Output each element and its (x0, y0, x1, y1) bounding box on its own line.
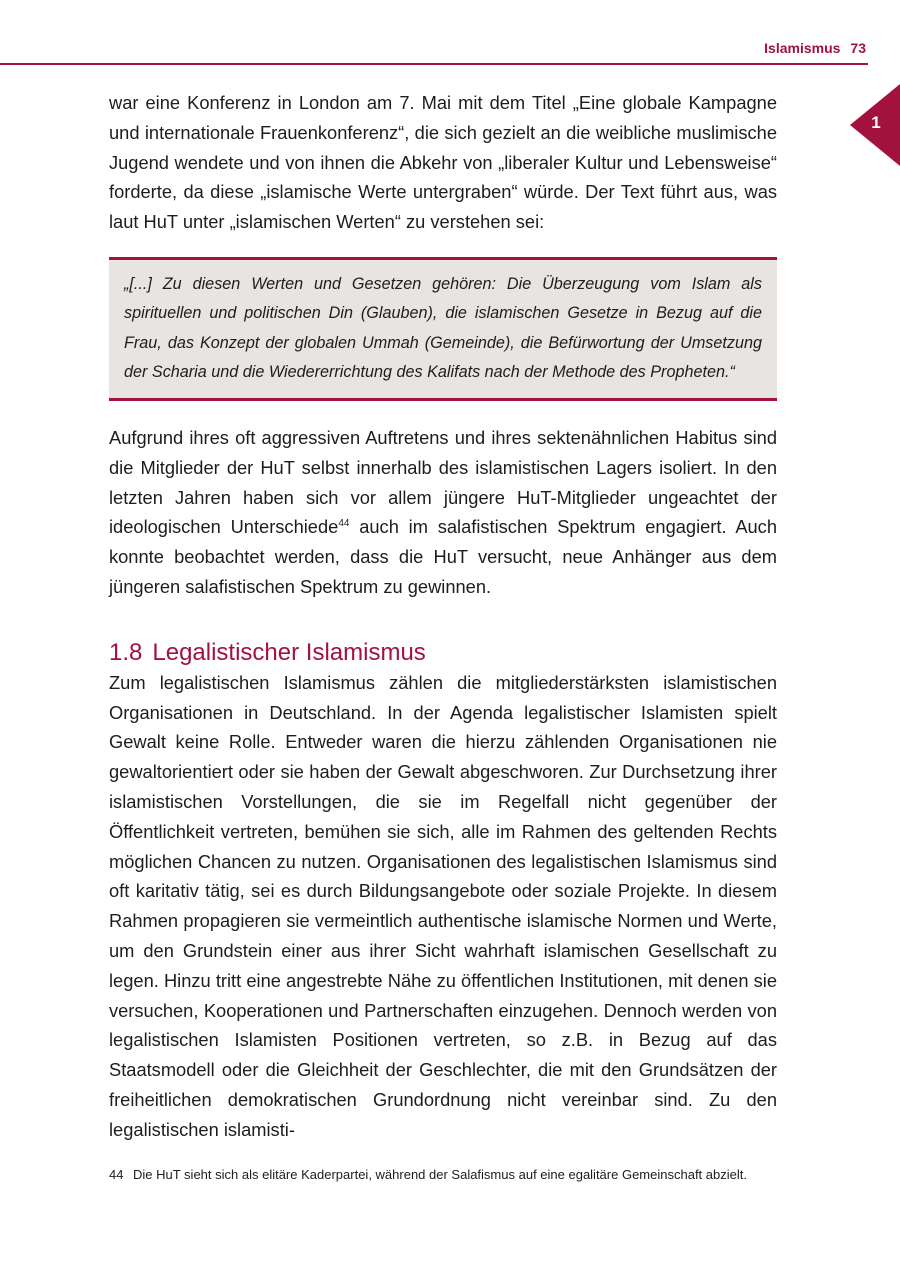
paragraph-2-text-b: auch im salafistischen Spektrum engagiert. Auch konnte beobachtet werden, dass die HuT versucht, neue Anhänger aus dem jüngeren salafistischen Spektrum zu gewinnen. (109, 516, 777, 597)
footnote (109, 1165, 769, 1185)
footnote-reference[interactable]: 44 (338, 518, 350, 530)
header-rule (0, 63, 868, 65)
quote-box (109, 257, 777, 401)
section-number: 1.8 (109, 638, 143, 666)
paragraph-2 (109, 423, 777, 602)
chapter-number: 1 (871, 113, 881, 132)
paragraph-3: Zum legalistischen Islamismus zählen die mitgliederstärksten islamistischen Organisationen in Deutschland. In der Agenda legalistischer Islamisten spielt Gewalt keine Rolle. Entweder waren die hierzu zählenden Organisationen nie gewaltorientiert oder sie haben der Gewalt abgeschworen. Zur Durchsetzung ihrer islamistischen Vorstellungen, die sie im Regelfall nicht gegenüber der Öffentlichkeit vertreten, bemühen sie sich, alle im Rahmen des geltenden Rechts möglichen Chancen zu nutzen. Organisationen des legalistischen Islamismus sind oft karitativ tätig, sei es durch Bildungsangebote oder soziale Projekte. In diesem Rahmen propagieren sie vermeintlich authentische islamische Normen und Werte, um den Grundstein einer aus ihrer Sicht wahrhaft islamischen Gesellschaft zu legen. Hinzu tritt eine angestrebte Nähe zu öffentlichen Institutionen, mit denen sie versuchen, Kooperationen und Partnerschaften einzugehen. Dennoch werden von legalistischen Islamisten Positionen vertreten, so z.B. in Bezug auf das Staatsmodell oder die Gleichheit der Geschlechter, die mit den Grundsätzen der freiheitlichen demokratischen Grundordnung nicht vereinbar sind. Zu den legalistischen islamisti- (109, 671, 777, 1140)
section-title: Legalistischer Islamismus (152, 638, 426, 666)
page-body (109, 88, 777, 1145)
quote-text: „[...] Zu diesen Werten und Gesetzen gehören: Die Überzeugung vom Islam als spirituellen und politischen Din (Glauben), die islamischen Gesetze in Bezug auf die Frau, das Konzept der globalen Ummah (Gemeinde), die Befürwortung der Umsetzung der Scharia und die Wiedererrichtung des Kalifats nach der Methode des Propheten.“ (124, 274, 762, 382)
running-title: Islamismus (764, 40, 841, 56)
paragraph-2-text-a: Aufgrund ihres oft aggressiven Auftretens und ihres sektenähnlichen Habitus sind die Mitglieder der HuT selbst innerhalb des islamistischen Lagers isoliert. In den letzten Jahren haben sich vor allem jüngere HuT-Mitglieder ungeachtet der ideologischen Unterschiede (109, 426, 777, 538)
footnote-text: Die HuT sieht sich als elitäre Kaderpartei, während der Salafismus auf eine egalitäre Gemeinschaft abzielt. (133, 1167, 747, 1182)
section-heading (109, 638, 777, 668)
running-head (764, 40, 866, 62)
page-number: 73 (850, 40, 866, 56)
paragraph-1: war eine Konferenz in London am 7. Mai mit dem Titel „Eine globale Kampagne und internationale Frauenkonferenz“, die sich gezielt an die weibliche muslimische Jugend wendete und von ihnen die Abkehr von „liberaler Kultur und Lebensweise“ forderte, da diese „islamische Werte untergraben“ würde. Der Text führt aus, was laut HuT unter „islamischen Werten“ zu verstehen sei: (109, 92, 777, 233)
footnote-number: 44 (109, 1167, 124, 1182)
